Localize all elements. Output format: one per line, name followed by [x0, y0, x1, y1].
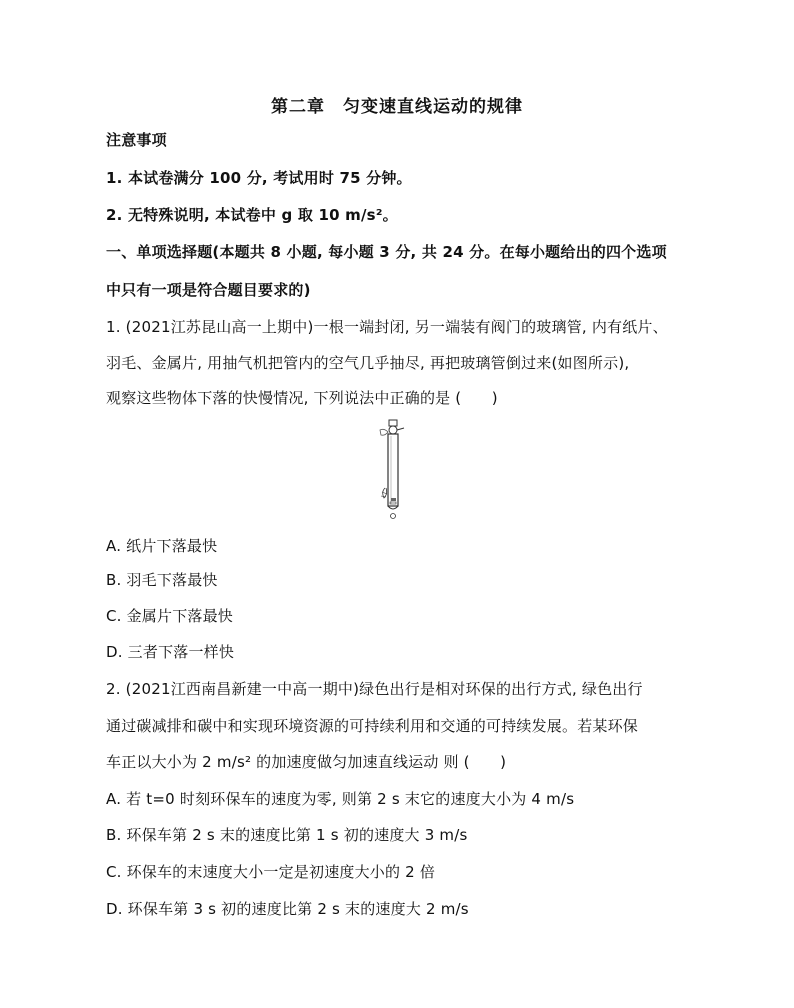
notice-item-1: 1. 本试卷满分 100 分, 考试用时 75 分钟。 — [106, 169, 412, 187]
section-heading-line-2: 中只有一项是符合题目要求的) — [106, 281, 311, 299]
question-2-option-b: B. 环保车第 2 s 末的速度比第 1 s 初的速度大 3 m/s — [106, 826, 468, 844]
section-heading-line-1: 一、单项选择题(本题共 8 小题, 每小题 3 分, 共 24 分。在每小题给出的四个选项 — [106, 243, 667, 261]
question-2-option-d: D. 环保车第 3 s 初的速度比第 2 s 末的速度大 2 m/s — [106, 900, 469, 918]
question-2-line-2: 通过碳减排和碳中和实现环境资源的可持续利用和交通的可持续发展。若某环保 — [106, 717, 639, 735]
question-1-line-2: 羽毛、金属片, 用抽气机把管内的空气几乎抽尽, 再把玻璃管倒过来(如图所示), — [106, 354, 630, 372]
chapter-title: 第二章 匀变速直线运动的规律 — [271, 97, 523, 117]
question-1-option-c: C. 金属片下落最快 — [106, 607, 234, 625]
notice-item-2: 2. 无特殊说明, 本试卷中 g 取 10 m/s²。 — [106, 206, 398, 224]
question-2-line-1: 2. (2021江西南昌新建一中高一期中)绿色出行是相对环保的出行方式, 绿色出行 — [106, 680, 643, 698]
question-2-option-a: A. 若 t=0 时刻环保车的速度为零, 则第 2 s 末它的速度大小为 4 m/s — [106, 790, 575, 808]
question-1-line-3: 观察这些物体下落的快慢情况, 下列说法中正确的是 ( ) — [106, 389, 498, 407]
glass-tube-figure — [376, 418, 410, 524]
question-2-option-c: C. 环保车的末速度大小一定是初速度大小的 2 倍 — [106, 863, 436, 881]
notice-heading: 注意事项 — [106, 131, 167, 149]
question-1-option-a: A. 纸片下落最快 — [106, 537, 218, 555]
question-1-option-b: B. 羽毛下落最快 — [106, 571, 218, 589]
question-1-option-d: D. 三者下落一样快 — [106, 643, 235, 661]
question-1-line-1: 1. (2021江苏昆山高一上期中)一根一端封闭, 另一端装有阀门的玻璃管, 内有纸片、 — [106, 318, 668, 336]
question-2-line-3: 车正以大小为 2 m/s² 的加速度做匀加速直线运动 则 ( ) — [106, 753, 507, 771]
